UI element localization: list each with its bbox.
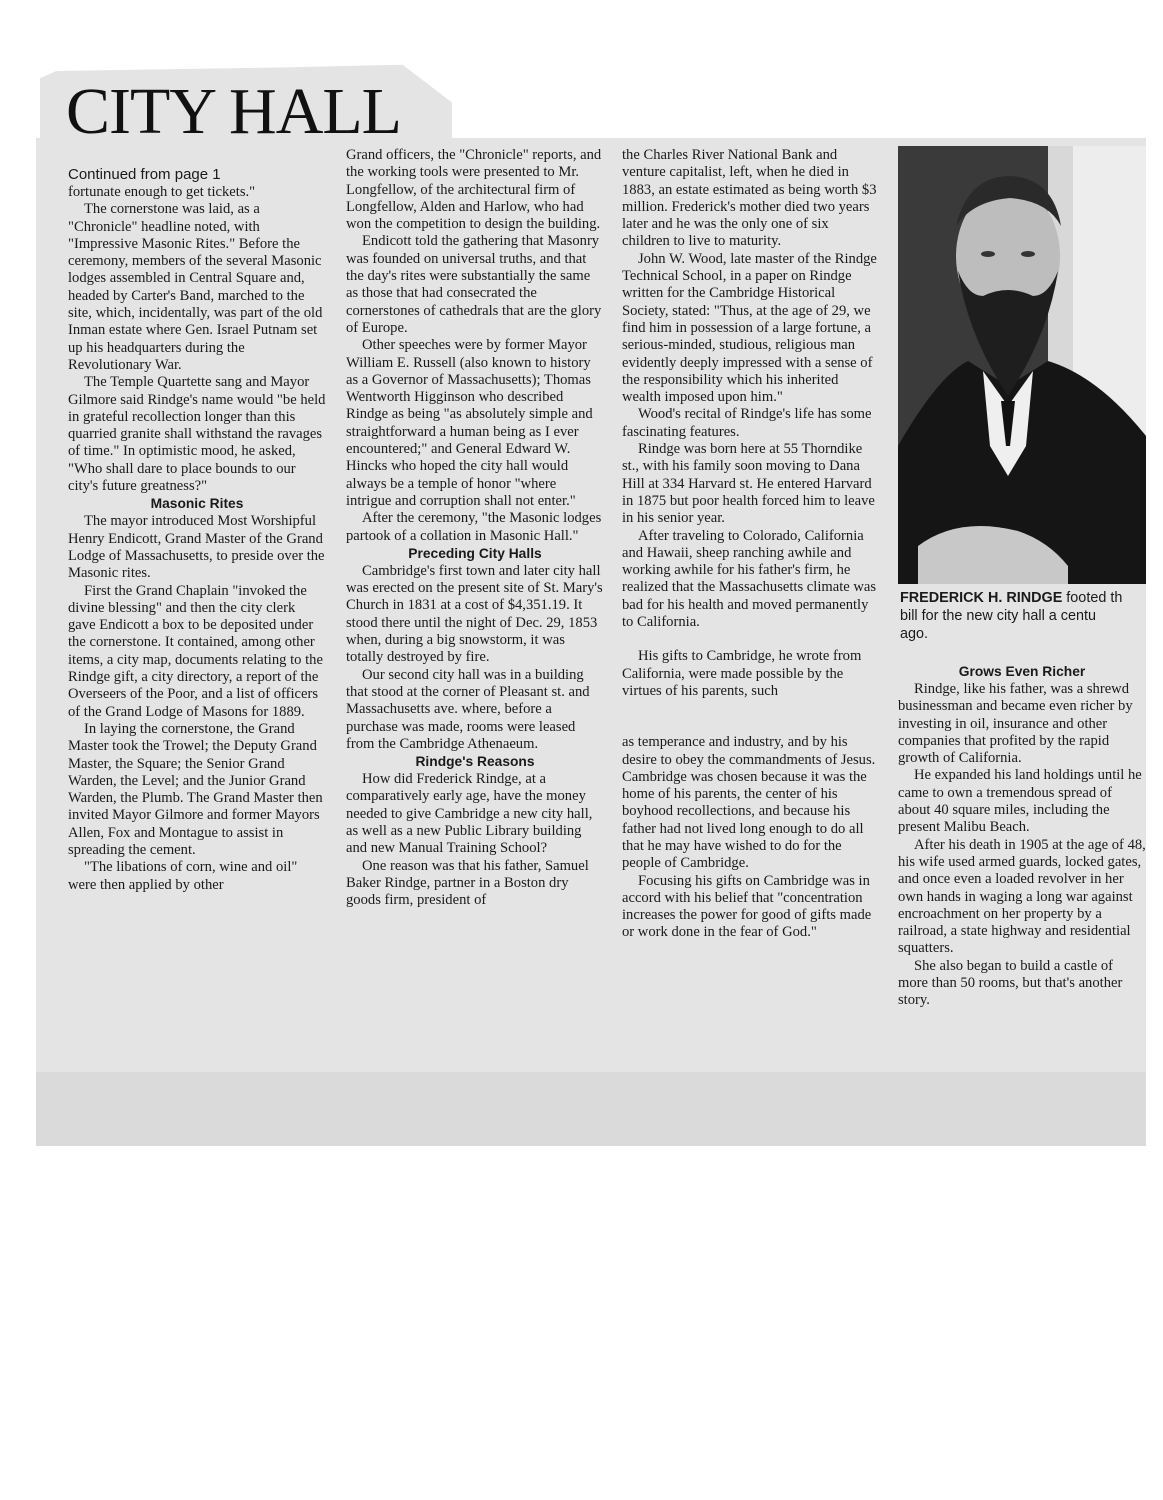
subhead-preceding-city-halls: Preceding City Halls bbox=[408, 545, 542, 561]
article-column-3 bbox=[622, 147, 880, 942]
paragraph: She also began to build a castle of more than 50 rooms, but that's another story. bbox=[898, 957, 1123, 1009]
paragraph: Endicott told the gathering that Masonry was founded on universal truths, and that the day's rites were substantially the same as those that had consecrated the cornerstones of cathedrals that are the glory of Europe. bbox=[346, 233, 602, 336]
portrait-illustration bbox=[898, 146, 1146, 584]
paragraph: The Temple Quartette sang and Mayor Gilmore said Rindge's name would "be held in grateful recollection longer than this quarried granite shall withstand the ravages of time." In optimistic mood, he asked, "Who shall dare to place bounds to our city's future greatness?" bbox=[68, 374, 326, 495]
paragraph: After his death in 1905 at the age of 48, his wife used armed guards, locked gates, and once even a loaded revolver in her own hands in waging a long war against encroachment on her property by a railroad, a state highway and residential squatters. bbox=[898, 836, 1146, 957]
paragraph: His gifts to Cambridge, he wrote from California, were made possible by the virtues of his parents, such bbox=[622, 648, 862, 699]
article-column-1 bbox=[68, 166, 326, 894]
article-column-4 bbox=[898, 663, 1146, 1010]
paragraph: Wood's recital of Rindge's life has some fascinating features. bbox=[622, 406, 872, 440]
paragraph: Rindge, like his father, was a shrewd businessman and became even richer by investing in oil, insurance and other companies that profited by the rapid growth of California. bbox=[898, 681, 1133, 767]
subhead-rindges-reasons: Rindge's Reasons bbox=[415, 754, 535, 770]
paragraph: The mayor introduced Most Worshipful Henry Endicott, Grand Master of the Grand Lodge of Massachusetts, to preside over the Masonic rites. bbox=[68, 513, 325, 582]
paragraph: First the Grand Chaplain "invoked the divine blessing" and then the city clerk gave Endicott a box to be deposited under the cornerstone. It contained, among other items, a city map, documents relating to the Rindge gift, a city directory, a report of the Overseers of the Poor, and a list of officers of the Grand Lodge of Masons for 1889. bbox=[68, 582, 323, 720]
photo-caption bbox=[900, 589, 1146, 643]
clipping-bottom-edge bbox=[36, 1072, 1146, 1146]
paragraph: the Charles River National Bank and venture capitalist, left, when he died in 1883, an estate estimated as being worth $3 million. Frederick's mother died two years later and he was the only one of six children to live to maturity. bbox=[622, 147, 877, 250]
paragraph: After the ceremony, "the Masonic lodges partook of a collation in Masonic Hall." bbox=[346, 510, 602, 544]
paragraph: Rindge was born here at 55 Thorndike st., with his family soon moving to Dana Hill at 334 Harvard st. He entered Harvard in 1875 but poor health forced him to leave in his senior year. bbox=[622, 441, 875, 527]
paragraph: How did Frederick Rindge, at a comparatively early age, have the money needed to give Cambridge a new city hall, as well as a new Public Library building and new Manual Training School? bbox=[346, 771, 593, 857]
paragraph: In laying the cornerstone, the Grand Master took the Trowel; the Deputy Grand Master, the Square; the Senior Grand Warden, the Level; and the Junior Grand Warden, the Plumb. The Grand Master then invited Mayor Gilmore and former Mayors Allen, Fox and Montague to assist in spreading the cement. bbox=[68, 720, 323, 858]
paragraph: "The libations of corn, wine and oil" were then applied by other bbox=[68, 859, 298, 893]
subhead-grows-even-richer: Grows Even Richer bbox=[958, 664, 1086, 679]
continued-from-page: Continued from page 1 bbox=[68, 166, 221, 183]
caption-text: bill for the new city hall a centu bbox=[900, 608, 1096, 624]
paragraph: Focusing his gifts on Cambridge was in accord with his belief that "concentration increases the power for good of gifts made or work done in the fear of God." bbox=[622, 872, 872, 941]
paragraph: He expanded his land holdings until he came to own a tremendous spread of about 40 square miles, including the present Malibu Beach. bbox=[898, 767, 1142, 836]
caption-text: footed th bbox=[1062, 590, 1123, 606]
paragraph: Grand officers, the "Chronicle" reports, and the working tools were presented to Mr. Longfellow, of the architectural firm of Longfellow, Alden and Harlow, who had won the competition to design the building. bbox=[346, 147, 602, 233]
paragraph: as temperance and industry, and by his desire to obey the commandments of Jesus. Cambridge was chosen because it was the home of his parents, the center of his boyhood recollections, and because his father had not lived long enough to do all that he may have wished to do for the people of Cambridge. bbox=[622, 734, 876, 872]
headline: CITY HALL bbox=[66, 75, 401, 148]
paragraph: After traveling to Colorado, California and Hawaii, sheep ranching awhile and working awhile for his father's firm, he realized that the Massachusetts climate was bad for his health and moved permanently to California. bbox=[622, 527, 877, 631]
caption-text: ago. bbox=[900, 626, 929, 642]
paragraph: fortunate enough to get tickets." bbox=[68, 184, 256, 200]
paragraph: One reason was that his father, Samuel Baker Rindge, partner in a Boston dry goods firm, president of bbox=[346, 857, 589, 909]
portrait-photo bbox=[898, 146, 1146, 584]
caption-name: FREDERICK H. RINDGE bbox=[900, 590, 1063, 606]
paragraph: John W. Wood, late master of the Rindge Technical School, in a paper on Rindge written for the Cambridge Historical Society, stated: "Thus, at the age of 29, we find him in possession of a large fortune, a serious-minded, studious, religious man evidently deeply impressed with a sense of the responsibility which his inherited wealth imposed upon him." bbox=[622, 250, 877, 406]
subhead-masonic-rites: Masonic Rites bbox=[150, 496, 244, 512]
article-column-2 bbox=[346, 147, 604, 909]
paragraph: Cambridge's first town and later city hall was erected on the present site of St. Mary's Church in 1831 at a cost of $4,351.19. It stood there until the night of Dec. 29, 1853 when, during a big snowstorm, it was totally destroyed by fire. bbox=[346, 562, 603, 666]
paragraph: Other speeches were by former Mayor William E. Russell (also known to history as a Governor of Massachusetts); Thomas Wentworth Higginson who described Rindge as being "as absolutely simple and straightforward a human being as I ever encountered;" and General Edward W. Hincks who hoped the city hall would always be a temple of honor "where intrigue and corruption shall not enter." bbox=[346, 337, 593, 509]
paragraph: Our second city hall was in a building that stood at the corner of Pleasant st. and Massachusetts ave. where, before a purchase was made, rooms were leased from the Cambridge Athenaeum. bbox=[346, 666, 590, 752]
paragraph: The cornerstone was laid, as a "Chronicle" headline noted, with "Impressive Masonic Rites." Before the ceremony, members of the several Masonic lodges assembled in Central Square and, headed by Carter's Band, marched to the site, which, incidentally, was part of the old Inman estate where Gen. Israel Putnam set up his headquarters during the Revolutionary War. bbox=[68, 201, 323, 373]
